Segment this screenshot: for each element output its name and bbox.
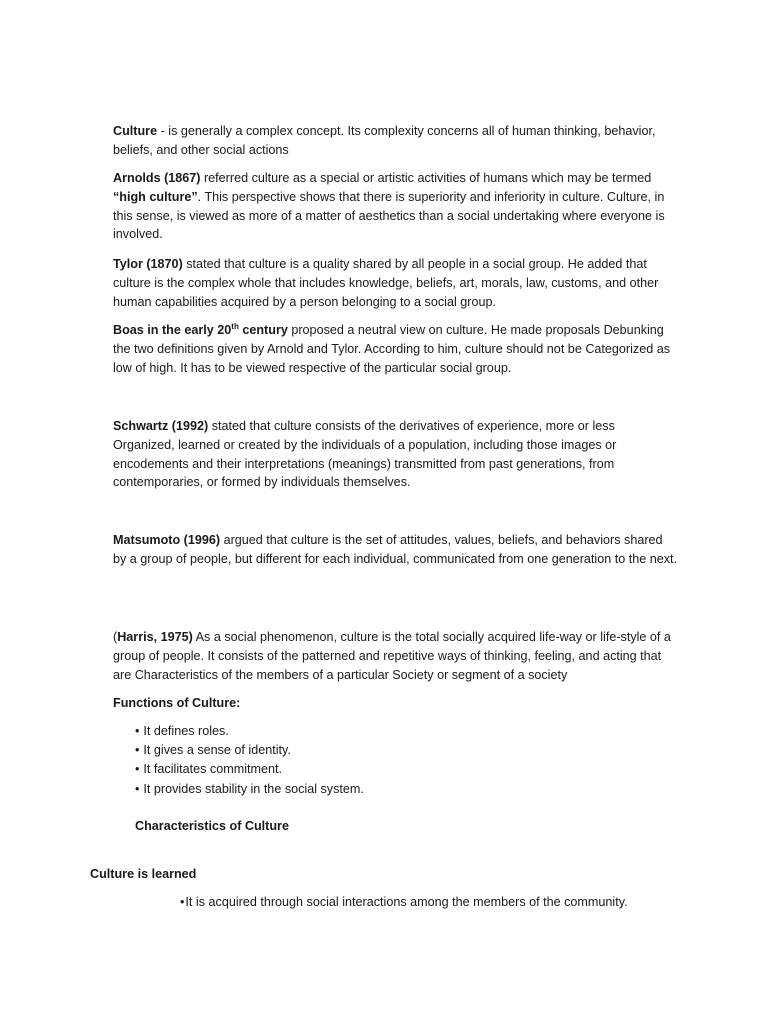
list-item: • It defines roles. (135, 722, 364, 741)
term-boas (113, 323, 288, 337)
term-arnolds: Arnolds (1867) (113, 171, 201, 185)
culture-is-learned-heading: Culture is learned (90, 867, 197, 881)
functions-list (135, 722, 364, 799)
term-harris: Harris, 1975) (117, 630, 193, 644)
characteristics-heading: Characteristics of Culture (135, 819, 289, 833)
paragraph-culture-definition (113, 122, 678, 160)
paragraph-tylor (113, 255, 678, 311)
term-boas-end: century (238, 323, 288, 337)
term-culture: Culture (113, 124, 158, 138)
arnolds-text-b: . This perspective shows that there is superiority and inferiority in culture. Culture, in this sense, is viewed as more of a matter of aesthetics than a social undertaking where everyone is involved. (113, 189, 665, 242)
harris-text: As a social phenomenon, culture is the total socially acquired life-way or life-style of a group of people. It consists of the patterned and repetitive ways of thinking, feeling, and acting that are Characteristics of the members of a particular Society or segment of a society (113, 630, 671, 682)
boas-text: proposed a neutral view on culture. He made proposals Debunking the two definitions given by Arnold and Tylor. According to him, culture should not be Categorized as low of high. It has to be viewed respective of the particular social group. (113, 323, 671, 375)
arnolds-text-a: referred culture as a special or artistic activities of humans which may be termed (200, 171, 652, 185)
term-matsumoto: Matsumoto (1996) (113, 533, 221, 547)
term-boas-sup: th (231, 321, 239, 331)
matsumoto-text: argued that culture is the set of attitudes, values, beliefs, and behaviors shared by a group of people, but different for each individual, communicated from one generation to the next. (113, 533, 678, 566)
term-high-culture: “high culture” (113, 189, 198, 204)
term-boas-start: Boas in the early 20 (113, 323, 232, 337)
term-tylor: Tylor (1870) (113, 257, 183, 271)
tylor-text: stated that culture is a quality shared by all people in a social group. He added that culture is the complex whole that includes knowledge, beliefs, art, morals, law, customs, and other human capabilities acquired by a person belonging to a social group. (113, 257, 659, 309)
paragraph-matsumoto (113, 531, 678, 569)
list-item: • It facilitates commitment. (135, 760, 364, 779)
culture-definition-text: - is generally a complex concept. Its complexity concerns all of human thinking, behavior, beliefs, and other social actions (113, 124, 656, 157)
paragraph-schwartz (113, 417, 678, 492)
term-schwartz: Schwartz (1992) (113, 419, 209, 433)
list-item: • It provides stability in the social system. (135, 780, 364, 799)
list-item: • It gives a sense of identity. (135, 741, 364, 760)
paragraph-harris (113, 628, 678, 684)
functions-heading: Functions of Culture: (113, 696, 241, 710)
paragraph-boas (113, 321, 678, 377)
paragraph-arnolds (113, 169, 678, 244)
schwartz-text: stated that culture consists of the derivatives of experience, more or less Organized, learned or created by the individuals of a population, including those images or encodements and their interpretations (meanings) transmitted from past generations, from contemporaries, or formed by individuals themselves. (113, 419, 617, 490)
harris-open-paren: ( (113, 630, 118, 644)
learned-bullet-item: • It is acquired through social interactions among the members of the community. (180, 893, 628, 911)
